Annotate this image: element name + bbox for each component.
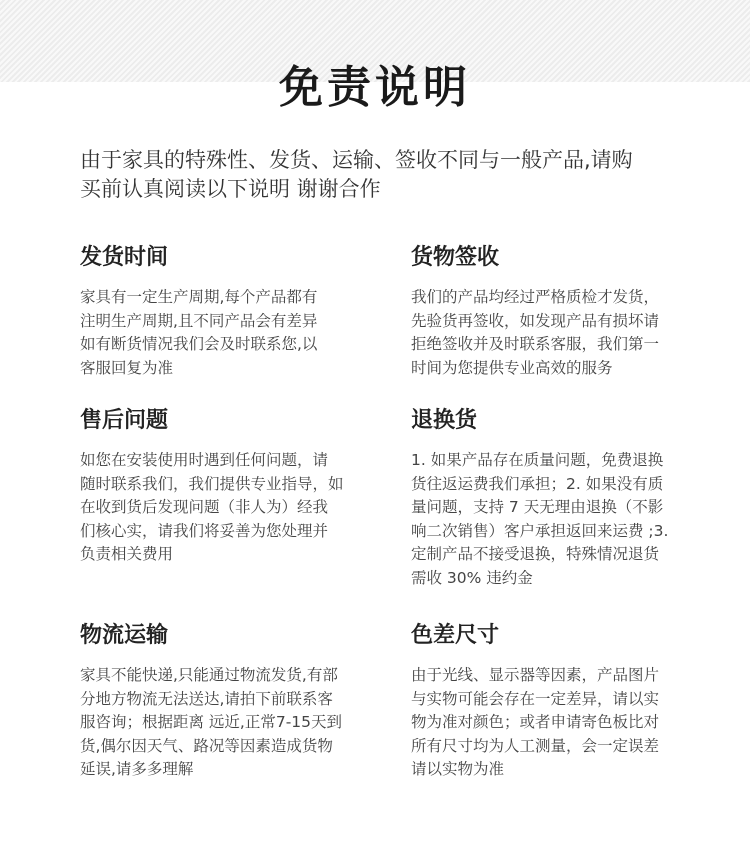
section-title: 货物签收 xyxy=(411,245,500,270)
section-body: 我们的产品均经过严格质检才发货， 先验货再签收，如发现产品有损坏请 拒绝签收并及时联系客服，我们第一 时间为您提供专业高效的服务 xyxy=(411,288,660,377)
section-returns xyxy=(411,407,701,590)
section-goods-receipt xyxy=(411,244,701,380)
section-body: 家具不能快递,只能通过物流发货,有部 分地方物流无法送达,请拍下前联系客 服咨询；根据距离 远近,正常7-15天到 货,偶尔因天气、路况等因素造成货物 延误,请多多理解 xyxy=(80,666,343,778)
section-title: 发货时间 xyxy=(80,245,169,270)
section-body: 家具有一定生产周期,每个产品都有 注明生产周期,且不同产品会有差异 如有断货情况我们会及时联系您,以 客服回复为准 xyxy=(80,288,318,377)
section-body: 1. 如果产品存在质量问题，免费退换 货往返运费我们承担；2. 如果没有质 量问题，支持 7 天无理由退换（不影 响二次销售）客户承担返回来运费 ;3. 定制产品不接受退换，特殊情况退货 需收 30% 违约金 xyxy=(411,451,669,587)
section-color-size xyxy=(411,622,701,782)
page-title: 免责说明 xyxy=(279,62,471,113)
section-body: 如您在安装使用时遇到任何问题，请 随时联系我们，我们提供专业指导，如 在收到货后发现问题（非人为）经我 们核心实，请我们将妥善为您处理并 负责相关费用 xyxy=(80,451,344,563)
section-title: 退换货 xyxy=(411,408,478,433)
section-title: 色差尺寸 xyxy=(411,623,500,648)
intro-text: 由于家具的特殊性、发货、运输、签收不同与一般产品,请购 买前认真阅读以下说明 谢谢合作 xyxy=(80,148,633,201)
section-logistics xyxy=(80,622,370,782)
section-shipping-time xyxy=(80,244,370,380)
section-body: 由于光线、显示器等因素，产品图片 与实物可能会存在一定差异，请以实 物为准对颜色；或者申请寄色板比对 所有尺寸均为人工测量，会一定误差 请以实物为准 xyxy=(411,666,660,778)
section-title: 物流运输 xyxy=(80,623,169,648)
section-title: 售后问题 xyxy=(80,408,169,433)
section-after-sales xyxy=(80,407,370,567)
